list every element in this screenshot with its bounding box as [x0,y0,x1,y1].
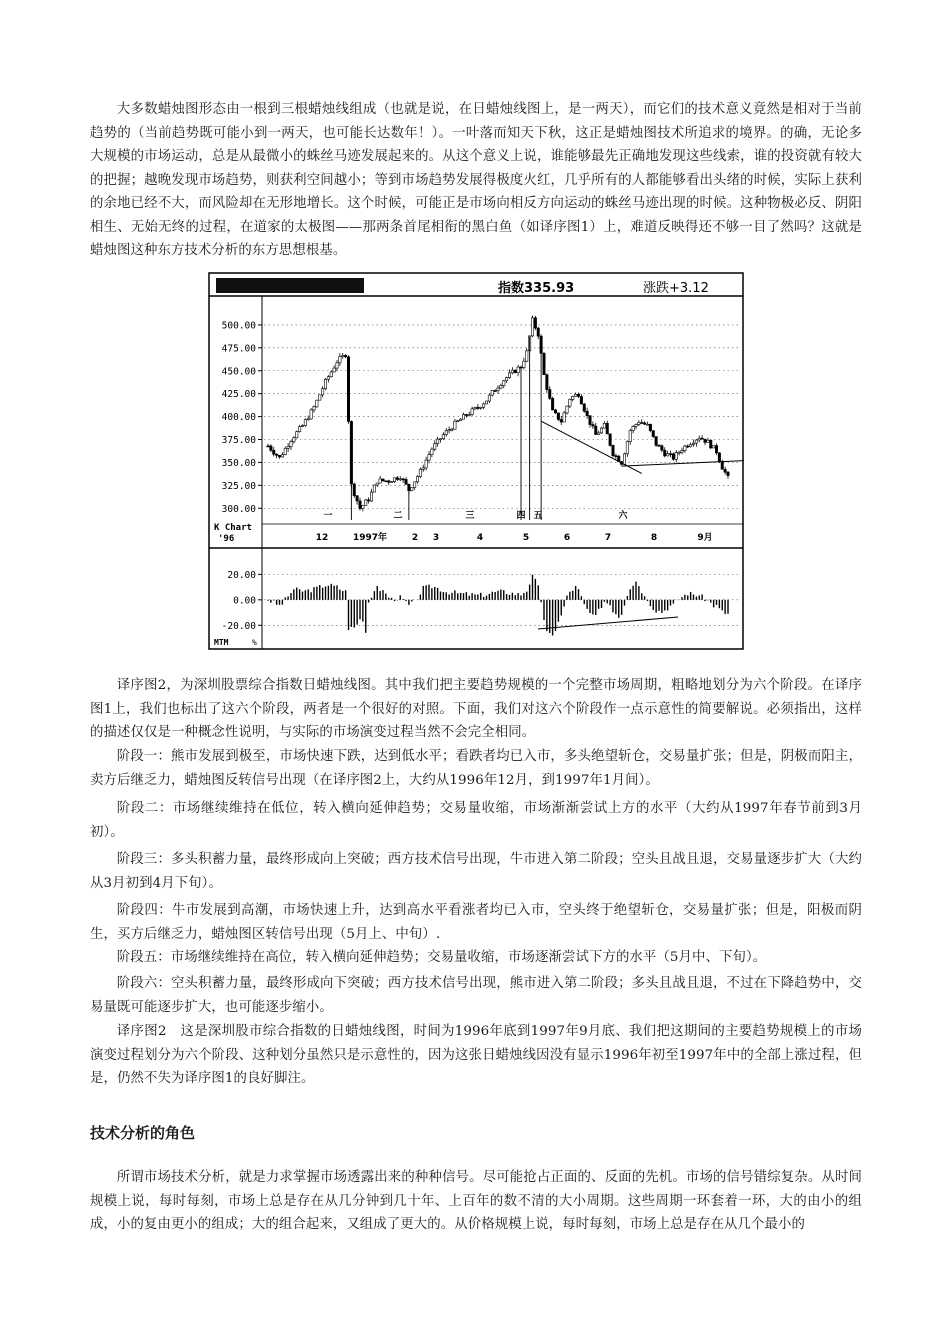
candle-body [267,446,269,447]
candle-body [508,373,510,378]
candle-body [649,424,651,430]
candle-body [390,482,392,483]
candle-body [523,361,525,367]
price-tick-label: 375.00 [221,435,256,446]
candle-body [577,394,579,396]
candle-body [321,389,323,395]
candle-body [342,355,344,356]
candle-body [396,478,398,480]
candlestick-chart [208,272,744,650]
candle-body [488,395,490,401]
candle-body [376,483,378,485]
price-tick-label: 350.00 [221,457,256,469]
candle-body [710,440,712,448]
stage-2-paragraph: 阶段二：市场继续维持在低位，转入横向延伸趋势；交易量收缩，市场渐渐尝试上方的水平（大约从1997年春节前到3月初）。 [90,801,862,840]
candle-body [669,454,671,455]
candle-body [273,450,275,454]
candle-body [324,379,326,388]
candle-body [480,407,482,408]
candle-body [365,500,367,505]
candle-body [684,446,686,450]
candle-body [724,469,726,472]
candle-body [284,448,286,454]
candle-body [408,484,410,491]
candle-body [411,488,413,491]
change-label: 涨跌+3.12 [643,281,709,296]
candle-body [402,479,404,480]
candle-body [664,450,666,456]
candle-body [459,419,461,420]
candle-body [388,481,390,482]
month-label: 1997年 [352,533,388,543]
candle-body [416,476,418,481]
candle-body [431,449,433,454]
candle-body [465,415,467,416]
candle-body [592,425,594,427]
candle-body [293,438,295,442]
candle-body [718,453,720,461]
candle-body [419,469,421,476]
candle-body [275,454,277,455]
candle-body [612,445,614,455]
candle-body [583,404,585,411]
candle-body [655,437,657,446]
mtm-tick-label: -20.00 [221,620,256,632]
candle-body [632,426,634,430]
candle-body [278,455,280,457]
candle-body [635,424,637,426]
candle-body [330,372,332,377]
candle-body [675,453,677,460]
mtm-tick-label: 0.00 [233,595,256,607]
candle-body [319,395,321,400]
candle-body [336,363,338,368]
candle-body [281,455,283,457]
candle-body [557,413,559,420]
mtm-unit: % [252,638,257,647]
candle-body [661,446,663,450]
candle-body [563,413,565,422]
price-tick-label: 425.00 [221,389,256,401]
month-label: 4 [476,533,484,543]
candle-body [603,423,605,428]
price-tick-label: 450.00 [221,366,256,378]
month-label: 7 [604,533,612,543]
candle-body [540,336,542,353]
candle-body [698,438,700,440]
candle-body [422,468,424,469]
price-tick-label: 300.00 [221,503,256,515]
candle-body [385,481,387,482]
price-tick-label: 500.00 [221,320,256,332]
index-label: 指数335.93 [498,281,575,296]
chart-frame [209,273,743,649]
candle-body [572,396,574,399]
candle-body [517,367,519,373]
candle-body [316,400,318,407]
candle-body [566,406,568,413]
stage-3-paragraph: 阶段三：多头积蓄力量，最终形成向上突破；西方技术信号出现，牛市进入第二阶段；空头且战且退，交易量逐步扩大（大约从3月初到4月下旬）。 [90,852,862,891]
stage-5-paragraph: 阶段五：市场继续维持在高位，转入横向延伸趋势；交易量收缩，市场逐渐尝试下方的水平（5月中、下旬）。 [116,950,767,965]
year-96-label: '96 [218,534,235,544]
candle-body [382,479,384,481]
candle-body [451,429,453,430]
candle-body [477,407,479,408]
candle-body [313,407,315,410]
price-tick-label: 325.00 [221,480,256,492]
candle-body [623,454,625,465]
candle-body [310,410,312,419]
candle-body [543,353,545,374]
month-label: 12 [315,533,329,543]
candle-body [672,454,674,460]
candle-body [353,484,355,496]
mtm-label: MTM [214,638,229,647]
candle-body [652,431,654,437]
candle-body [615,456,617,457]
candle-body [606,423,608,434]
candle-body [689,445,691,447]
candle-body [327,377,329,380]
candle-body [626,442,628,454]
candle-body [597,433,599,435]
mtm-tick-label: 20.00 [227,569,256,581]
candle-body [687,446,689,447]
candle-body [339,357,341,363]
candle-body [692,443,694,444]
candle-body [287,447,289,449]
candle-body [333,368,335,372]
candle-body [658,445,660,446]
candle-body [549,390,551,399]
candle-body [551,398,553,410]
stage-label: 六 [618,511,628,521]
price-y-tick-labels [222,320,257,514]
candle-body [666,454,668,456]
month-label: 2 [411,533,419,543]
section-heading: 技术分析的角色 [90,1124,196,1142]
candle-body [290,442,292,447]
candle-body [505,378,507,381]
candle-body [595,426,597,434]
candle-body [727,472,729,475]
month-label: 3 [432,533,440,543]
candle-body [586,411,588,415]
candle-body [554,410,556,413]
stage-4-paragraph: 阶段四：牛市发展到高潮，市场快速上升，达到高水平看涨者均已入市，空头终于绝望斩仓，交易量扩张；但是，阳极而阴生，买方后继乏力，蜡烛图区转信号出现（5月上、中旬）. [90,903,862,942]
candle-body [580,396,582,404]
month-label: 6 [563,533,571,543]
candle-body [704,439,706,442]
candle-body [494,391,496,392]
price-tick-label: 475.00 [221,343,256,355]
stage-label: 三 [465,511,475,521]
candle-body [405,479,407,484]
candle-body [434,444,436,449]
candle-body [344,355,346,357]
candle-body [641,423,643,424]
candle-body [600,428,602,433]
candle-body [359,501,361,509]
candle-body [462,415,464,420]
candle-body [707,440,709,442]
candle-body [436,439,438,444]
candle-body [695,440,697,443]
candle-body [546,375,548,390]
candle-body [511,370,513,373]
candle-body [448,430,450,431]
candle-body [474,407,476,408]
candle-body [485,401,487,404]
candle-body [503,381,505,386]
stage-label: 一 [323,511,333,521]
candle-body [678,452,680,453]
candle-body [638,423,640,425]
figure-note-paragraph: 译序图2 这是深圳股市综合指数的日蜡烛线图，时间为1996年底到1997年9月底、我们把这期间的主要趋势规模上的市场演变过程划分为六个阶段、这种划分虽然只是示意性的，因为这张日蜡烛线因没有显示1996年初至1997年中的全部上涨过程，但是，仍然不失为译序图1的良好脚注。 [90,1024,862,1086]
title-bar-black-label [216,278,364,293]
candle-body [307,419,309,420]
candle-body [569,399,571,406]
candle-body [304,420,306,426]
candle-body [468,414,470,415]
candle-body [609,434,611,446]
candle-body [370,492,372,501]
candle-body [629,431,631,442]
candle-body [457,421,459,422]
candle-body [574,394,576,396]
intro-paragraph: 大多数蜡烛图形态由一根到三根蜡烛线组成（也就是说，在日蜡烛线图上，是一两天），而它们的技术意义竟然是相对于当前趋势的（当前趋势既可能小到一两天，也可能长达数年！）。一叶落而知天下秋，这正是蜡烛图技术所追求的境界。的确，无论多大规模的市场运动，总是从最微小的蛛丝马迹发展起来的。从这个意义上说，谁能够最先正确地发现这些线索，谁的投资就有较大的把握；越晚发现市场趋势，则获利空间越小；等到市场趋势发展得极度火红，几乎所有的人都能够看出头绪的时候，实际上获利的余地已经不大，而风险却在无形地增长。这个时候，可能正是市场向相反方向运动的蛛丝马迹出现的时候。这种物极必反、阴阳相生、无始无终的过程，在道家的太极图——那两条首尾相衔的黑白鱼（如译序图1）上，难道反映得还不够一目了然吗？这就是蜡烛图这种东方技术分析的东方思想根基。 [90,102,862,258]
month-label: 9月 [697,533,713,543]
candle-body [445,431,447,435]
stage-1-paragraph: 阶段一：熊市发展到极至，市场快速下跌，达到低水平；看跌者均已入市，多头绝望斩仓，交易量扩张；但是，阴极而阳主，卖方后继乏力，蜡烛图反转信号出现（在译序图2上，大约从1996年12月，到1997年1月间）。 [90,749,862,788]
candle-body [482,404,484,407]
stage-label: 五 [533,511,543,521]
candle-body [454,421,456,429]
candle-body [526,351,528,361]
candle-body [347,357,349,421]
candle-body [373,485,375,492]
candle-body [471,409,473,415]
candle-body [350,421,352,484]
candlestick-figure [208,272,744,650]
candle-body [362,505,364,508]
candle-body [514,370,516,373]
candle-body [712,446,714,448]
candle-body [497,388,499,391]
candle-body [413,482,415,488]
stage-6-paragraph: 阶段六：空头积蓄力量，最终形成向下突破；西方技术信号出现，熊市进入第二阶段；多头且战且退，不过在下降趋势中，交易量既可能逐步扩大，也可能逐步缩小。 [90,976,862,1015]
price-tick-label: 400.00 [221,412,256,424]
candle-body [442,435,444,439]
candle-body [701,438,703,439]
candle-body [534,318,536,328]
candle-body [491,391,493,396]
candle-body [439,439,441,440]
technical-analysis-paragraph: 所谓市场技术分析，就是力求掌握市场透露出来的种种信号。尽可能抢占正面的、反面的先机。市场的信号错综复杂。从时间规模上说，每时每刻，市场上总是存在从几分钟到几十年、上百年的数不清的大小周期。这些周期一环套着一环，大的由小的组成，小的复由更小的组成；大的组合起来，又组成了更大的。从价格规模上说，每时每刻，市场上总是存在从几个最小的 [90,1170,862,1232]
candle-body [367,500,369,501]
candle-body [298,427,300,432]
candle-body [301,425,303,426]
candle-body [399,479,401,480]
candle-body [379,479,381,483]
candle-body [560,420,562,422]
candle-body [715,446,717,453]
candle-body [393,478,395,482]
candle-body [646,424,648,425]
candle-body [270,446,272,450]
candle-body [531,318,533,336]
stage-label: 二 [393,511,403,521]
candle-body [428,455,430,461]
candle-body [721,461,723,469]
candle-body [356,496,358,501]
stage-label: 四 [516,511,526,521]
caption-paragraph: 译序图2，为深圳股票综合指数日蜡烛线图。其中我们把主要趋势规模的一个完整市场周期，粗略地划分为六个阶段。在译序图1上，我们也标出了这六个阶段，两者是一个很好的对照。下面，我们对这六个阶段作一点示意性的简要解说。必须指出，这样的描述仅仅是一种概念性说明，与实际的市场演变过程当然不会完全相同。 [90,678,862,740]
candle-body [681,450,683,452]
candle-body [296,432,298,438]
candle-body [589,416,591,425]
candle-body [643,423,645,424]
candle-body [537,328,539,336]
month-label: 5 [522,533,530,543]
candle-body [500,386,502,389]
month-label: 8 [650,533,658,543]
candle-body [425,460,427,468]
k-chart-label: K Chart [214,523,252,533]
